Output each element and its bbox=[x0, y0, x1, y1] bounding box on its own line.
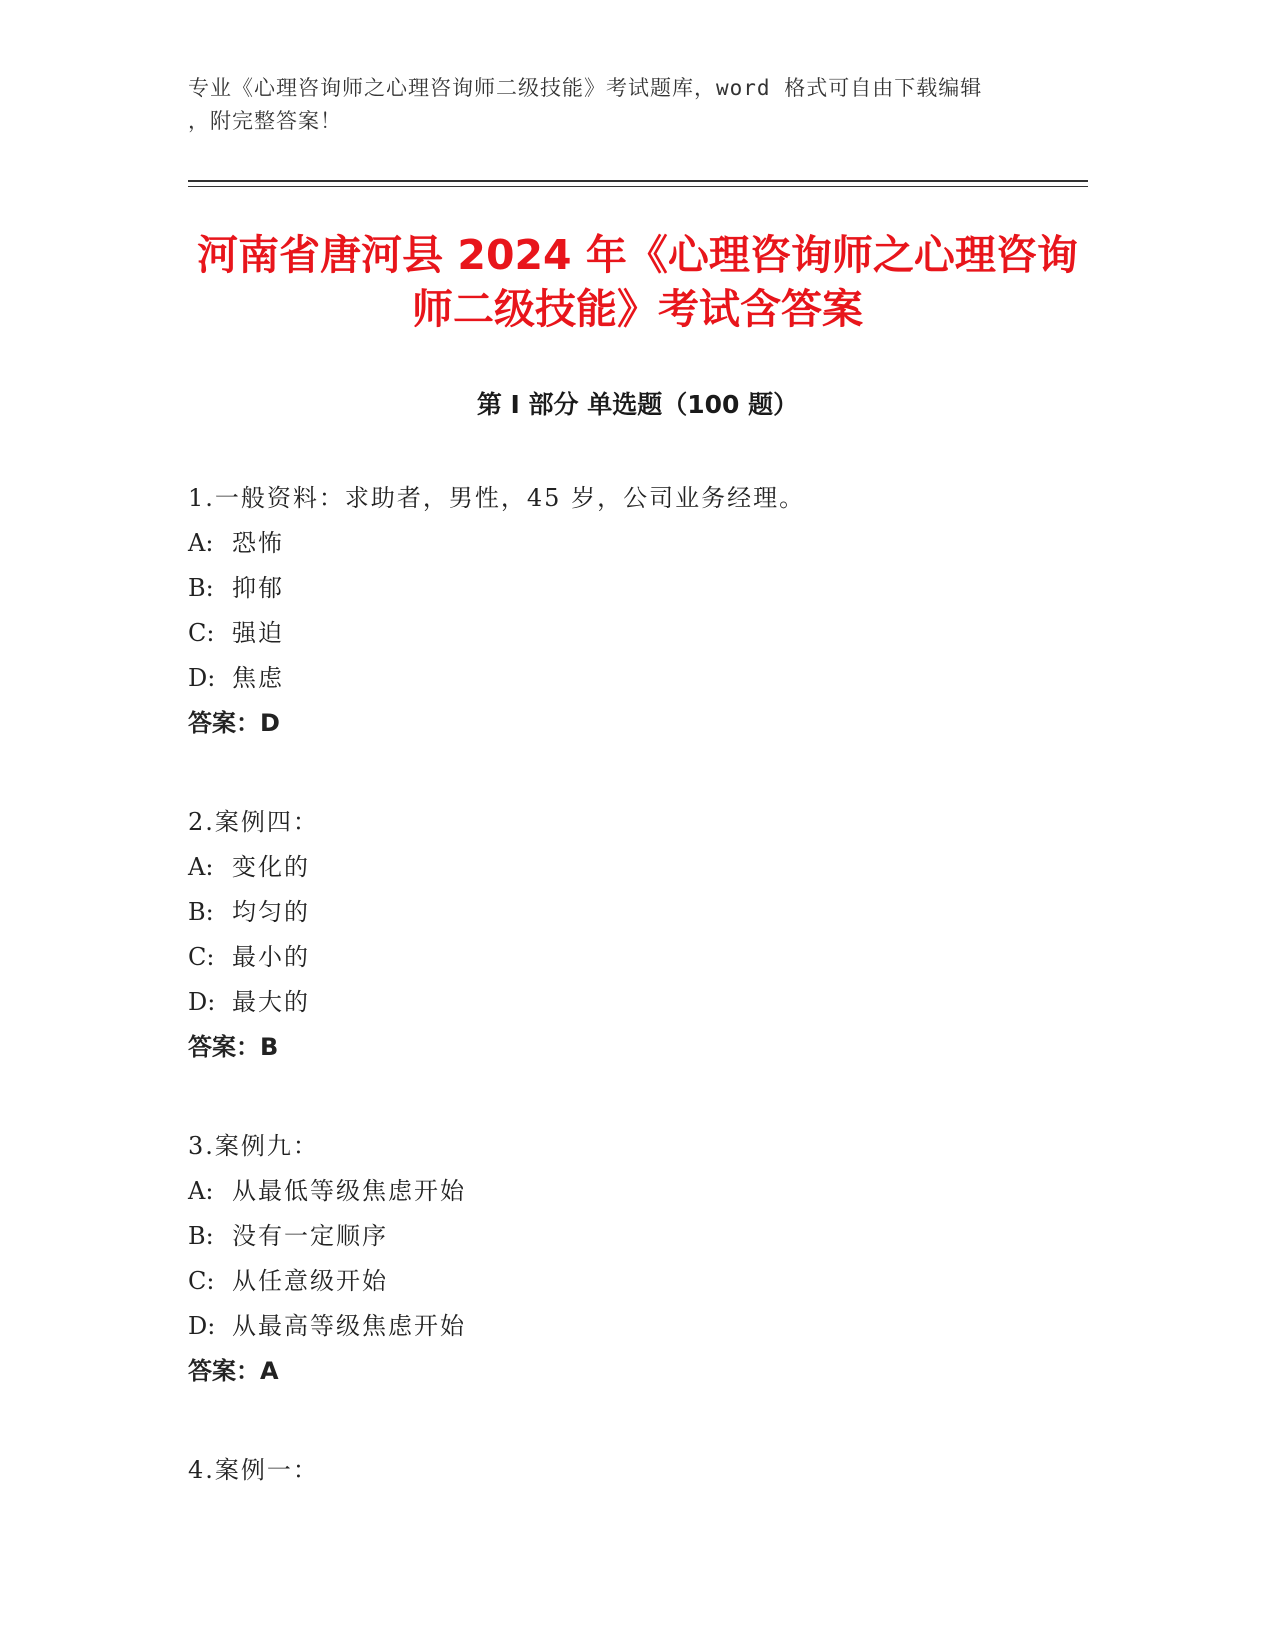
option-letter: D: bbox=[188, 664, 216, 692]
option-text: 焦虑 bbox=[232, 664, 284, 692]
question-stem: 1.一般资料：求助者，男性，45 岁，公司业务经理。 bbox=[188, 484, 806, 512]
option-text: 强迫 bbox=[232, 619, 284, 647]
option-letter: C: bbox=[188, 619, 215, 647]
document-title-line-1: 河南省唐河县 2024 年《心理咨询师之心理咨询 bbox=[197, 231, 1078, 279]
option-text: 变化的 bbox=[232, 853, 310, 881]
option-letter: D: bbox=[188, 988, 216, 1016]
question-3 bbox=[188, 1124, 1088, 1394]
answer-line: 答案：A bbox=[188, 1357, 279, 1385]
header-divider-thin bbox=[188, 186, 1088, 187]
option-text: 抑郁 bbox=[232, 574, 284, 602]
option-a bbox=[188, 845, 1088, 890]
answer-line: 答案：B bbox=[188, 1033, 279, 1061]
option-text: 没有一定顺序 bbox=[232, 1222, 388, 1250]
option-c bbox=[188, 1259, 1088, 1304]
question-list bbox=[188, 476, 1088, 1547]
option-a bbox=[188, 1169, 1088, 1214]
header-note-line-2: ，附完整答案！ bbox=[188, 109, 342, 133]
question-stem: 3.案例九： bbox=[188, 1132, 319, 1160]
question-stem: 2.案例四： bbox=[188, 808, 319, 836]
answer-line: 答案：D bbox=[188, 709, 280, 737]
option-text: 最大的 bbox=[232, 988, 310, 1016]
option-a bbox=[188, 521, 1088, 566]
option-text: 从最高等级焦虑开始 bbox=[232, 1312, 466, 1340]
option-d bbox=[188, 1304, 1088, 1349]
option-d bbox=[188, 656, 1088, 701]
option-b bbox=[188, 1214, 1088, 1259]
option-letter: B: bbox=[188, 574, 214, 602]
option-letter: D: bbox=[188, 1312, 216, 1340]
option-letter: B: bbox=[188, 1222, 214, 1250]
option-text: 均匀的 bbox=[232, 898, 310, 926]
option-text: 最小的 bbox=[232, 943, 310, 971]
document-title bbox=[150, 228, 1125, 336]
option-d bbox=[188, 980, 1088, 1025]
option-letter: A: bbox=[188, 853, 214, 881]
question-1 bbox=[188, 476, 1088, 746]
option-letter: C: bbox=[188, 943, 215, 971]
section-heading: 第 I 部分 单选题（100 题） bbox=[476, 390, 799, 419]
option-c bbox=[188, 611, 1088, 656]
header-note bbox=[188, 72, 1068, 138]
question-4 bbox=[188, 1448, 1088, 1493]
option-letter: B: bbox=[188, 898, 214, 926]
question-stem: 4.案例一： bbox=[188, 1456, 319, 1484]
option-text: 恐怖 bbox=[232, 529, 284, 557]
option-b bbox=[188, 566, 1088, 611]
option-letter: A: bbox=[188, 1177, 214, 1205]
header-note-line-1: 专业《心理咨询师之心理咨询师二级技能》考试题库，word 格式可自由下载编辑 bbox=[188, 76, 983, 100]
option-letter: C: bbox=[188, 1267, 215, 1295]
option-text: 从最低等级焦虑开始 bbox=[232, 1177, 466, 1205]
option-b bbox=[188, 890, 1088, 935]
option-letter: A: bbox=[188, 529, 214, 557]
option-text: 从任意级开始 bbox=[232, 1267, 388, 1295]
option-c bbox=[188, 935, 1088, 980]
header-divider-thick bbox=[188, 180, 1088, 182]
document-title-line-2: 师二级技能》考试含答案 bbox=[412, 285, 863, 333]
question-2 bbox=[188, 800, 1088, 1070]
